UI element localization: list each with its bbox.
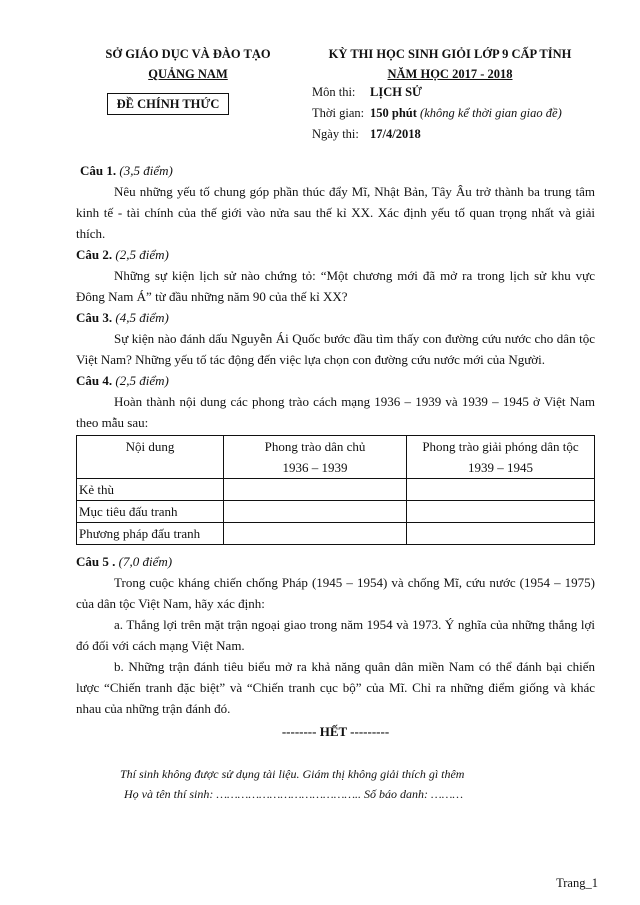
row-label-goal: Mục tiêu đấu tranh [77, 501, 224, 523]
question-2-heading: Câu 2. (2,5 điểm) [76, 247, 169, 262]
table-row [77, 501, 595, 523]
question-5-part-a: a. Thắng lợi trên mặt trận ngoại giao trong năm 1954 và 1973. Ý nghĩa của những thắng lợi đó đối với cách mạng Việt Nam. [76, 617, 595, 653]
subject-value: LỊCH SỬ [370, 85, 422, 99]
question-4-heading: Câu 4. (2,5 điểm) [76, 373, 169, 388]
province-name: QUẢNG NAM [148, 67, 228, 81]
table-cell [224, 523, 407, 545]
question-3-text: Sự kiện nào đánh dấu Nguyễn Ái Quốc bước đầu tìm thấy con đường cứu nước cho dân tộc Việt Nam? Những yếu tố tác động đến việc lựa chọn con đường cứu nước mới của Người. [76, 331, 595, 367]
date-value: 17/4/2018 [370, 127, 421, 141]
question-3-heading: Câu 3. (4,5 điểm) [76, 310, 169, 325]
table-header-liberation: Phong trào giải phóng dân tộc 1939 – 1945 [407, 436, 595, 479]
table-header-content: Nội dung [77, 436, 224, 479]
date-label: Ngày thi: [312, 127, 359, 141]
table-row [77, 523, 595, 545]
row-label-enemy: Kẻ thù [77, 479, 224, 501]
end-mark: -------- HẾT --------- [281, 724, 390, 739]
table-header-row [77, 436, 595, 479]
movements-table [76, 435, 595, 545]
exam-title: KỲ THI HỌC SINH GIỎI LỚP 9 CẤP TỈNH [328, 47, 572, 61]
official-exam-box: ĐỀ CHÍNH THỨC [107, 93, 229, 115]
instruction-note: Thí sinh không được sử dụng tài liệu. Giám thị không giải thích gì thêm [120, 767, 465, 781]
table-row [77, 479, 595, 501]
question-5-intro: Trong cuộc kháng chiến chống Pháp (1945 – 1954) và chống Mĩ, cứu nước (1954 – 1975) của dân tộc Việt Nam, hãy xác định: [76, 575, 595, 611]
time-value: 150 phút [370, 106, 417, 120]
exam-body [76, 160, 595, 742]
school-year: NĂM HỌC 2017 - 2018 [387, 67, 513, 81]
question-2-text: Những sự kiện lịch sử nào chứng tỏ: “Một chương mới đã mở ra trong lịch sử khu vực Đông Nam Á” từ đầu những năm 90 của thế kỉ XX? [76, 268, 595, 304]
table-cell [407, 523, 595, 545]
time-label: Thời gian: [312, 106, 365, 120]
exam-header [300, 44, 600, 84]
question-1-text: Nêu những yếu tố chung góp phần thúc đẩy Mĩ, Nhật Bản, Tây Âu trở thành ba trung tâm kinh tế - tài chính của thế giới vào nửa sau thế kỉ XX. Xác định yếu tố quan trọng nhất và giải thích. [76, 184, 595, 241]
table-cell [407, 501, 595, 523]
table-cell [224, 501, 407, 523]
footer-notes [120, 764, 464, 804]
department-name: SỞ GIÁO DỤC VÀ ĐÀO TẠO [105, 47, 271, 61]
question-5-heading: Câu 5 . (7,0 điểm) [76, 554, 173, 569]
candidate-line: Họ và tên thí sinh: ………………………………….. Số báo danh: ……… [124, 787, 464, 801]
subject-label: Môn thi: [312, 85, 356, 99]
question-4-text: Hoàn thành nội dung các phong trào cách mạng 1936 – 1939 và 1939 – 1945 ở Việt Nam theo mẫu sau: [76, 394, 595, 430]
time-note: (không kể thời gian giao đề) [420, 106, 562, 120]
table-header-democratic: Phong trào dân chủ 1936 – 1939 [224, 436, 407, 479]
exam-meta [312, 82, 562, 145]
row-label-method: Phương pháp đấu tranh [77, 523, 224, 545]
question-5-part-b: b. Những trận đánh tiêu biểu mở ra khả năng quân dân miền Nam có thể đánh bại chiến lược “Chiến tranh đặc biệt” và “Chiến tranh cục bộ” của Mĩ. Chỉ ra những điểm giống và khác nhau của những trận đánh đó. [76, 659, 595, 716]
table-cell [224, 479, 407, 501]
page-number: Trang_1 [556, 876, 598, 890]
table-cell [407, 479, 595, 501]
question-1-heading: Câu 1. (3,5 điểm) [80, 163, 173, 178]
department-header [78, 44, 298, 84]
